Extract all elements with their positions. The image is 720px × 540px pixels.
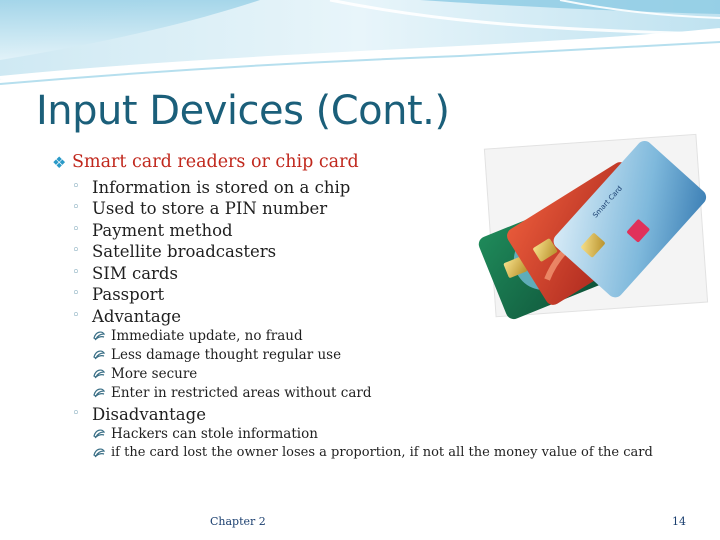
slide: Input Devices (Cont.) Smart Card ❖ Smart card readers or chip card ◦ Information is stored on a chip ◦ Used to store a PIN number ◦ Payment method ◦ Satellite broadcasters ◦ SIM cards ◦ Passport ◦ Advantage Immediate update, no fraud Less damage thought regular use More secure Enter in restricted areas without card ◦ Disadvantage Hackers can stole information if the card lost the owner loses a proportion, if not all the money value of the card Chapter 2 14 <box>0 0 720 540</box>
leaf-swirl-icon <box>92 385 106 399</box>
leaf-swirl-icon <box>92 347 106 361</box>
leaf-swirl-icon <box>92 445 106 459</box>
hollow-circle-icon: ◦ <box>72 243 80 258</box>
slide-title: Input Devices (Cont.) <box>36 88 450 134</box>
hollow-circle-icon: ◦ <box>72 179 80 194</box>
hollow-circle-icon: ◦ <box>72 200 80 215</box>
leaf-swirl-icon <box>92 328 106 342</box>
hollow-circle-icon: ◦ <box>72 265 80 280</box>
heading-text: Smart card readers or chip card <box>72 152 359 172</box>
hollow-circle-icon: ◦ <box>72 222 80 237</box>
svg-text:Smart Card: Smart Card <box>591 184 624 220</box>
leaf-swirl-icon <box>92 426 106 440</box>
footer-chapter: Chapter 2 <box>210 515 266 528</box>
diamond-flourish-icon: ❖ <box>52 153 67 172</box>
hollow-circle-icon: ◦ <box>72 286 80 301</box>
hollow-circle-icon: ◦ <box>72 406 80 421</box>
smart-cards-image <box>470 130 710 320</box>
leaf-swirl-icon <box>92 366 106 380</box>
hollow-circle-icon: ◦ <box>72 308 80 323</box>
page-number: 14 <box>672 515 686 528</box>
